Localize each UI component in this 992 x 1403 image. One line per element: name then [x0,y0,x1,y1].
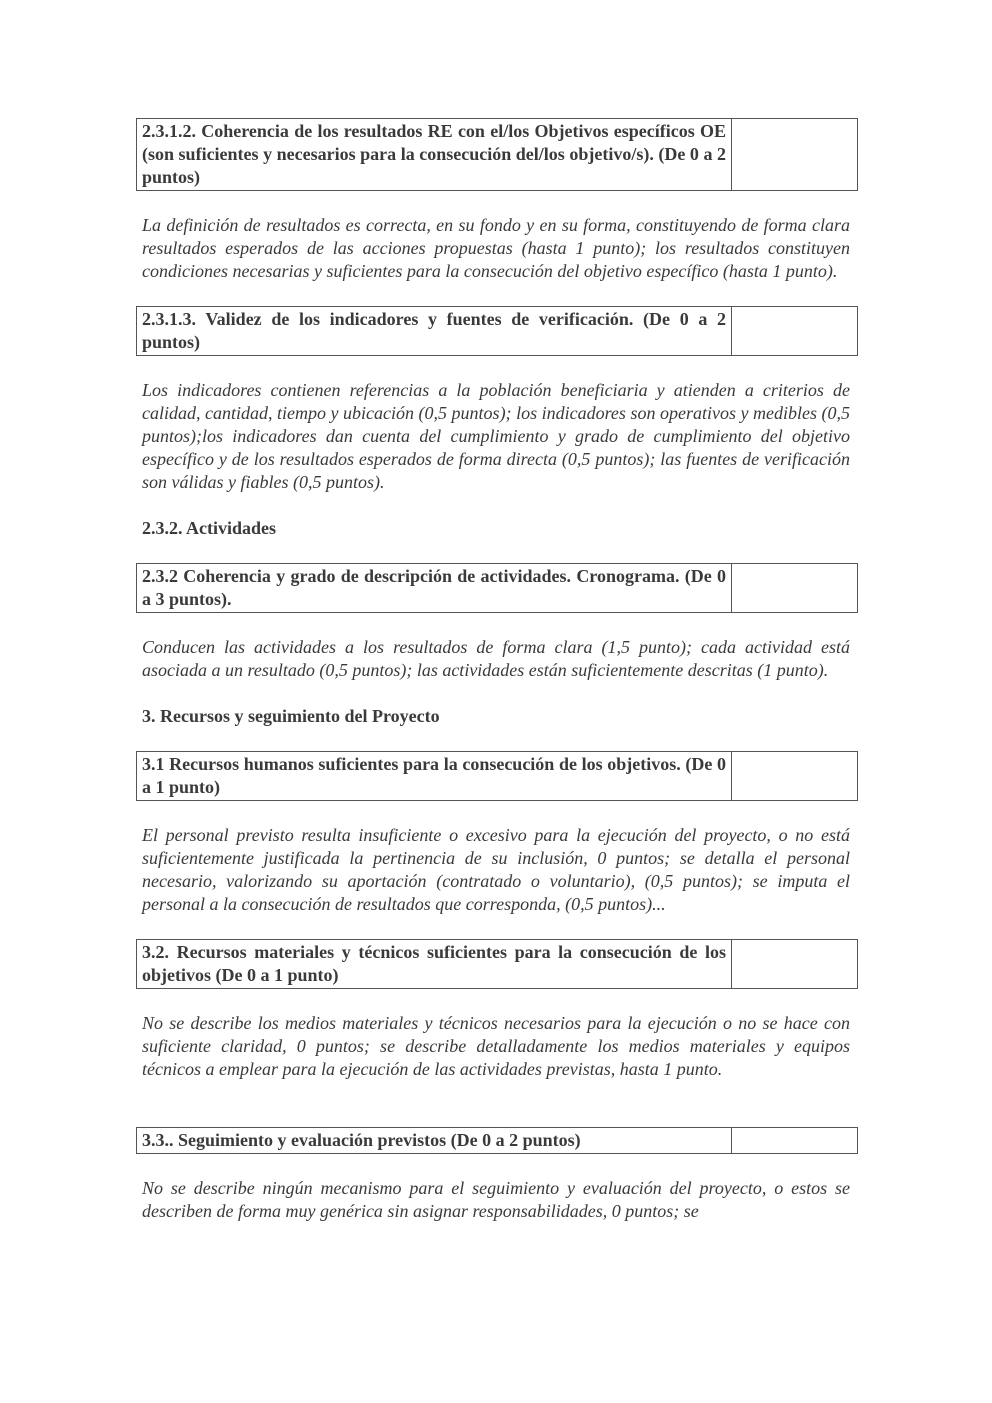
criterion-232-score-cell[interactable] [732,564,857,612]
criterion-232-description: Conducen las actividades a los resultados de forma clara (1,5 punto); cada actividad está asociada a un resultado (0,5 puntos); las actividades están suficientemente descritas (1 punto). [142,637,850,680]
criterion-2313-description: Los indicadores contienen referencias a la población beneficiaria y atienden a criterios de calidad, cantidad, tiempo y ubicación (0,5 puntos); los indicadores son operativos y medibles (0,5 puntos);los indicadores dan cuenta del cumplimiento y grado de cumplimiento del objetivo específico y de los resultados esperados de forma directa (0,5 puntos); las fuentes de verificación son válidas y fiables (0,5 puntos). [142,380,850,492]
criterion-32-box [136,939,858,989]
criterion-32-title: 3.2. Recursos materiales y técnicos suficientes para la consecución de los objetivos (De 0 a 1 punto) [137,940,732,988]
criterion-2312-score-cell[interactable] [732,119,857,190]
criterion-31-title: 3.1 Recursos humanos suficientes para la consecución de los objetivos. (De 0 a 1 punto) [137,752,732,800]
criterion-232-box [136,563,858,613]
criterion-2312-title: 2.3.1.2. Coherencia de los resultados RE con el/los Objetivos específicos OE (son suficientes y necesarios para la consecución del/los objetivo/s). (De 0 a 2 puntos) [137,119,732,190]
criterion-31-score-cell[interactable] [732,752,857,800]
criterion-31-box [136,751,858,801]
criterion-32-score-cell[interactable] [732,940,857,988]
criterion-2313-score-cell[interactable] [732,307,857,355]
criterion-2313-title: 2.3.1.3. Validez de los indicadores y fuentes de verificación. (De 0 a 2 puntos) [137,307,732,355]
criterion-2313-box [136,306,858,356]
criterion-33-score-cell[interactable] [732,1128,857,1153]
criterion-2312-box [136,118,858,191]
criterion-31-description: El personal previsto resulta insuficiente o excesivo para la ejecución del proyecto, o no está suficientemente justificada la pertinencia de su inclusión, 0 puntos; se detalla el personal necesario, valorizando su aportación (contratado o voluntario), (0,5 puntos); se imputa el personal a la consecución de resultados que corresponda, (0,5 puntos)... [142,825,850,914]
criterion-232-title: 2.3.2 Coherencia y grado de descripción de actividades. Cronograma. (De 0 a 3 puntos). [137,564,732,612]
document-page [136,118,858,1223]
criterion-33-description: No se describe ningún mecanismo para el seguimiento y evaluación del proyecto, o estos se describen de forma muy genérica sin asignar responsabilidades, 0 puntos; se [142,1178,850,1221]
section-heading-3: 3. Recursos y seguimiento del Proyecto [142,706,440,726]
criterion-33-title: 3.3.. Seguimiento y evaluación previstos (De 0 a 2 puntos) [137,1128,732,1153]
criterion-2312-description: La definición de resultados es correcta, en su fondo y en su forma, constituyendo de forma clara resultados esperados de las acciones propuestas (hasta 1 punto); los resultados constituyen condiciones necesarias y suficientes para la consecución del objetivo específico (hasta 1 punto). [142,215,850,281]
criterion-33-box [136,1127,858,1154]
criterion-32-description: No se describe los medios materiales y técnicos necesarios para la ejecución o no se hace con suficiente claridad, 0 puntos; se describe detalladamente los medios materiales y equipos técnicos a emplear para la ejecución de las actividades previstas, hasta 1 punto. [142,1013,850,1079]
section-heading-232: 2.3.2. Actividades [142,518,277,538]
